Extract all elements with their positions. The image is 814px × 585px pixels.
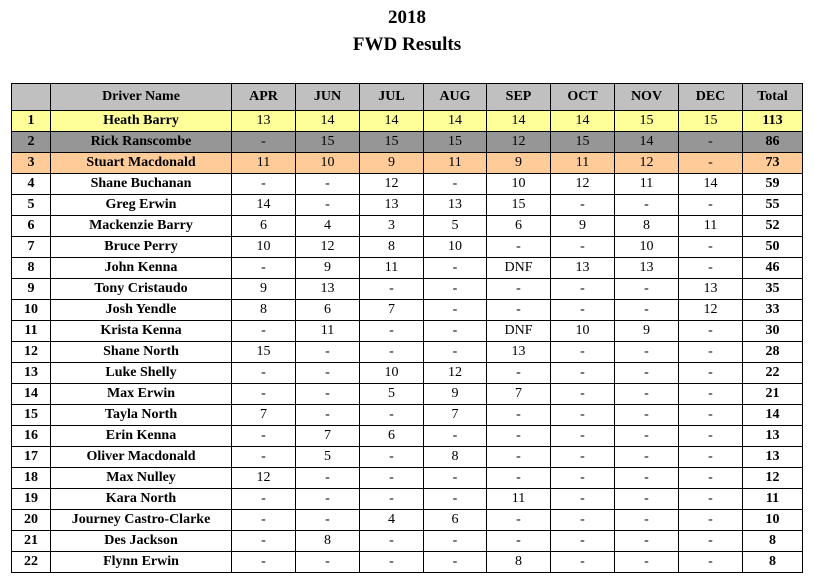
score-cell: 8 xyxy=(487,552,551,573)
score-cell: - xyxy=(232,132,296,153)
score-cell: - xyxy=(615,468,679,489)
score-cell: 5 xyxy=(360,384,424,405)
score-cell: - xyxy=(679,468,743,489)
total-cell: 28 xyxy=(743,342,803,363)
score-cell: 15 xyxy=(296,132,360,153)
table-row xyxy=(12,531,803,552)
score-cell: - xyxy=(232,258,296,279)
score-cell: - xyxy=(487,300,551,321)
score-cell: - xyxy=(232,447,296,468)
score-cell: - xyxy=(551,426,615,447)
table-row xyxy=(12,216,803,237)
score-cell: - xyxy=(679,405,743,426)
score-cell: - xyxy=(615,489,679,510)
score-cell: 6 xyxy=(360,426,424,447)
score-cell: 7 xyxy=(296,426,360,447)
score-cell: - xyxy=(296,342,360,363)
score-cell: 8 xyxy=(232,300,296,321)
score-cell: 15 xyxy=(679,111,743,132)
score-cell: 6 xyxy=(424,510,487,531)
month-header: AUG xyxy=(424,84,487,111)
report-year: 2018 xyxy=(388,7,426,28)
driver-name-cell: Heath Barry xyxy=(51,111,232,132)
table-row xyxy=(12,279,803,300)
score-cell: - xyxy=(615,447,679,468)
score-cell: - xyxy=(296,468,360,489)
driver-name-cell: Journey Castro-Clarke xyxy=(51,510,232,531)
score-cell: 13 xyxy=(679,279,743,300)
position-cell: 7 xyxy=(12,237,51,258)
month-header: NOV xyxy=(615,84,679,111)
position-cell: 14 xyxy=(12,384,51,405)
score-cell: 11 xyxy=(296,321,360,342)
score-cell: 13 xyxy=(424,195,487,216)
score-cell: - xyxy=(296,195,360,216)
table-row xyxy=(12,510,803,531)
position-cell: 2 xyxy=(12,132,51,153)
score-cell: 13 xyxy=(296,279,360,300)
score-cell: - xyxy=(679,237,743,258)
score-cell: - xyxy=(615,552,679,573)
score-cell: - xyxy=(679,510,743,531)
position-cell: 15 xyxy=(12,405,51,426)
score-cell: 12 xyxy=(615,153,679,174)
driver-name-cell: Tony Cristaudo xyxy=(51,279,232,300)
total-cell: 13 xyxy=(743,447,803,468)
score-cell: - xyxy=(679,552,743,573)
score-cell: 13 xyxy=(232,111,296,132)
score-cell: 12 xyxy=(424,363,487,384)
score-cell: 13 xyxy=(551,258,615,279)
score-cell: - xyxy=(296,363,360,384)
score-cell: 4 xyxy=(296,216,360,237)
score-cell: 10 xyxy=(360,363,424,384)
driver-name-cell: Oliver Macdonald xyxy=(51,447,232,468)
score-cell: - xyxy=(232,321,296,342)
score-cell: 9 xyxy=(424,384,487,405)
score-cell: - xyxy=(551,468,615,489)
total-cell: 113 xyxy=(743,111,803,132)
score-cell: - xyxy=(551,510,615,531)
score-cell: - xyxy=(551,447,615,468)
score-cell: - xyxy=(615,363,679,384)
score-cell: 15 xyxy=(487,195,551,216)
driver-name-cell: Max Nulley xyxy=(51,468,232,489)
score-cell: - xyxy=(679,321,743,342)
position-cell: 18 xyxy=(12,468,51,489)
score-cell: 11 xyxy=(424,153,487,174)
score-cell: - xyxy=(487,363,551,384)
score-cell: 10 xyxy=(615,237,679,258)
score-cell: - xyxy=(679,489,743,510)
score-cell: 14 xyxy=(679,174,743,195)
score-cell: 9 xyxy=(232,279,296,300)
score-cell: - xyxy=(615,300,679,321)
driver-name-cell: Luke Shelly xyxy=(51,363,232,384)
score-cell: - xyxy=(615,405,679,426)
score-cell: - xyxy=(679,447,743,468)
score-cell: 4 xyxy=(360,510,424,531)
score-cell: - xyxy=(487,447,551,468)
table-row xyxy=(12,132,803,153)
score-cell: - xyxy=(615,384,679,405)
score-cell: - xyxy=(487,531,551,552)
score-cell: 10 xyxy=(487,174,551,195)
table-row xyxy=(12,468,803,489)
score-cell: - xyxy=(487,279,551,300)
driver-name-cell: Kara North xyxy=(51,489,232,510)
score-cell: - xyxy=(424,279,487,300)
position-cell: 12 xyxy=(12,342,51,363)
score-cell: - xyxy=(360,489,424,510)
table-row xyxy=(12,195,803,216)
driver-name-cell: Greg Erwin xyxy=(51,195,232,216)
driver-name-cell: Bruce Perry xyxy=(51,237,232,258)
score-cell: - xyxy=(360,342,424,363)
score-cell: - xyxy=(679,426,743,447)
score-cell: - xyxy=(679,132,743,153)
position-cell: 21 xyxy=(12,531,51,552)
score-cell: 11 xyxy=(487,489,551,510)
score-cell: 15 xyxy=(615,111,679,132)
score-cell: 10 xyxy=(232,237,296,258)
score-cell: - xyxy=(296,552,360,573)
score-cell: 3 xyxy=(360,216,424,237)
score-cell: - xyxy=(360,405,424,426)
table-row xyxy=(12,300,803,321)
score-cell: 11 xyxy=(551,153,615,174)
position-cell: 19 xyxy=(12,489,51,510)
score-cell: - xyxy=(424,258,487,279)
score-cell: - xyxy=(487,237,551,258)
driver-name-cell: Rick Ranscombe xyxy=(51,132,232,153)
driver-name-cell: Des Jackson xyxy=(51,531,232,552)
driver-name-cell: Mackenzie Barry xyxy=(51,216,232,237)
table-row xyxy=(12,321,803,342)
total-cell: 86 xyxy=(743,132,803,153)
score-cell: 9 xyxy=(615,321,679,342)
score-cell: - xyxy=(296,174,360,195)
score-cell: 12 xyxy=(551,174,615,195)
position-cell: 9 xyxy=(12,279,51,300)
table-row xyxy=(12,111,803,132)
total-cell: 14 xyxy=(743,405,803,426)
score-cell: - xyxy=(551,384,615,405)
total-cell: 59 xyxy=(743,174,803,195)
score-cell: 8 xyxy=(296,531,360,552)
position-cell: 8 xyxy=(12,258,51,279)
score-cell: - xyxy=(551,237,615,258)
month-header: DEC xyxy=(679,84,743,111)
score-cell: 11 xyxy=(615,174,679,195)
month-header: APR xyxy=(232,84,296,111)
driver-name-cell: Tayla North xyxy=(51,405,232,426)
score-cell: - xyxy=(360,447,424,468)
score-cell: - xyxy=(551,342,615,363)
total-cell: 33 xyxy=(743,300,803,321)
month-header: OCT xyxy=(551,84,615,111)
score-cell: - xyxy=(679,384,743,405)
score-cell: - xyxy=(424,426,487,447)
driver-name-cell: Krista Kenna xyxy=(51,321,232,342)
score-cell: 15 xyxy=(232,342,296,363)
total-cell: 8 xyxy=(743,552,803,573)
score-cell: 15 xyxy=(424,132,487,153)
score-cell: - xyxy=(551,363,615,384)
score-cell: - xyxy=(360,531,424,552)
score-cell: - xyxy=(551,300,615,321)
score-cell: 7 xyxy=(487,384,551,405)
total-cell: 22 xyxy=(743,363,803,384)
score-cell: 6 xyxy=(296,300,360,321)
score-cell: 14 xyxy=(296,111,360,132)
score-cell: - xyxy=(679,195,743,216)
table-row xyxy=(12,552,803,573)
table-row xyxy=(12,237,803,258)
score-cell: 8 xyxy=(615,216,679,237)
score-cell: - xyxy=(424,489,487,510)
score-cell: 5 xyxy=(424,216,487,237)
total-cell: 21 xyxy=(743,384,803,405)
position-cell: 22 xyxy=(12,552,51,573)
report-title: FWD Results xyxy=(352,34,462,55)
score-cell: 15 xyxy=(360,132,424,153)
driver-name-cell: Flynn Erwin xyxy=(51,552,232,573)
position-cell: 1 xyxy=(12,111,51,132)
score-cell: - xyxy=(615,279,679,300)
driver-name-cell: Stuart Macdonald xyxy=(51,153,232,174)
score-cell: - xyxy=(551,531,615,552)
score-cell: - xyxy=(424,552,487,573)
score-cell: 12 xyxy=(487,132,551,153)
score-cell: 11 xyxy=(360,258,424,279)
month-header: SEP xyxy=(487,84,551,111)
score-cell: 12 xyxy=(296,237,360,258)
total-cell: 10 xyxy=(743,510,803,531)
score-cell: 9 xyxy=(296,258,360,279)
score-cell: - xyxy=(679,342,743,363)
score-cell: 11 xyxy=(232,153,296,174)
position-cell: 5 xyxy=(12,195,51,216)
score-cell: 14 xyxy=(487,111,551,132)
score-cell: 8 xyxy=(360,237,424,258)
total-cell: 50 xyxy=(743,237,803,258)
score-cell: - xyxy=(615,195,679,216)
driver-name-cell: John Kenna xyxy=(51,258,232,279)
score-cell: - xyxy=(615,531,679,552)
position-cell: 10 xyxy=(12,300,51,321)
total-cell: 55 xyxy=(743,195,803,216)
score-cell: - xyxy=(232,552,296,573)
total-cell: 52 xyxy=(743,216,803,237)
score-cell: 7 xyxy=(424,405,487,426)
score-cell: - xyxy=(487,468,551,489)
score-cell: - xyxy=(232,384,296,405)
score-cell: - xyxy=(232,174,296,195)
score-cell: - xyxy=(424,174,487,195)
total-cell: 11 xyxy=(743,489,803,510)
score-cell: - xyxy=(232,531,296,552)
month-header: JUL xyxy=(360,84,424,111)
score-cell: - xyxy=(615,426,679,447)
score-cell: - xyxy=(551,195,615,216)
table-row xyxy=(12,174,803,195)
total-cell: 12 xyxy=(743,468,803,489)
total-cell: 8 xyxy=(743,531,803,552)
score-cell: 9 xyxy=(551,216,615,237)
driver-name-cell: Shane Buchanan xyxy=(51,174,232,195)
score-cell: 7 xyxy=(360,300,424,321)
position-cell: 13 xyxy=(12,363,51,384)
score-cell: 10 xyxy=(296,153,360,174)
table-row xyxy=(12,426,803,447)
score-cell: - xyxy=(232,489,296,510)
score-cell: - xyxy=(232,363,296,384)
score-cell: - xyxy=(679,363,743,384)
table-row xyxy=(12,258,803,279)
score-cell: - xyxy=(296,510,360,531)
score-cell: - xyxy=(296,384,360,405)
score-cell: - xyxy=(296,405,360,426)
driver-name-header: Driver Name xyxy=(51,84,232,111)
score-cell: - xyxy=(424,321,487,342)
total-cell: 73 xyxy=(743,153,803,174)
score-cell: - xyxy=(424,300,487,321)
score-cell: 12 xyxy=(232,468,296,489)
score-cell: - xyxy=(487,426,551,447)
results-table xyxy=(11,83,803,573)
position-cell: 11 xyxy=(12,321,51,342)
score-cell: 14 xyxy=(615,132,679,153)
score-cell: - xyxy=(615,342,679,363)
position-cell: 17 xyxy=(12,447,51,468)
score-cell: - xyxy=(551,405,615,426)
total-header: Total xyxy=(743,84,803,111)
score-cell: - xyxy=(424,531,487,552)
position-cell: 6 xyxy=(12,216,51,237)
month-header: JUN xyxy=(296,84,360,111)
total-cell: 13 xyxy=(743,426,803,447)
table-row xyxy=(12,363,803,384)
score-cell: - xyxy=(551,552,615,573)
driver-name-cell: Shane North xyxy=(51,342,232,363)
score-cell: - xyxy=(487,405,551,426)
score-cell: - xyxy=(360,468,424,489)
position-header xyxy=(12,84,51,111)
score-cell: 7 xyxy=(232,405,296,426)
score-cell: - xyxy=(424,468,487,489)
score-cell: 14 xyxy=(360,111,424,132)
score-cell: 12 xyxy=(360,174,424,195)
score-cell: 9 xyxy=(360,153,424,174)
total-cell: 30 xyxy=(743,321,803,342)
driver-name-cell: Josh Yendle xyxy=(51,300,232,321)
score-cell: - xyxy=(551,489,615,510)
driver-name-cell: Max Erwin xyxy=(51,384,232,405)
score-cell: 11 xyxy=(679,216,743,237)
total-cell: 35 xyxy=(743,279,803,300)
score-cell: 13 xyxy=(615,258,679,279)
position-cell: 20 xyxy=(12,510,51,531)
score-cell: 5 xyxy=(296,447,360,468)
table-row xyxy=(12,384,803,405)
score-cell: - xyxy=(551,279,615,300)
score-cell: - xyxy=(679,258,743,279)
score-cell: - xyxy=(487,510,551,531)
score-cell: 14 xyxy=(551,111,615,132)
score-cell: 6 xyxy=(232,216,296,237)
header-row xyxy=(12,84,803,111)
score-cell: 10 xyxy=(551,321,615,342)
score-cell: - xyxy=(360,552,424,573)
score-cell: - xyxy=(424,342,487,363)
score-cell: DNF xyxy=(487,258,551,279)
table-row xyxy=(12,342,803,363)
score-cell: - xyxy=(615,510,679,531)
score-cell: 13 xyxy=(487,342,551,363)
score-cell: 14 xyxy=(424,111,487,132)
score-cell: - xyxy=(232,426,296,447)
table-row xyxy=(12,489,803,510)
score-cell: - xyxy=(296,489,360,510)
score-cell: - xyxy=(232,510,296,531)
score-cell: 15 xyxy=(551,132,615,153)
score-cell: - xyxy=(679,153,743,174)
score-cell: - xyxy=(360,321,424,342)
score-cell: - xyxy=(679,531,743,552)
table-row xyxy=(12,447,803,468)
table-row xyxy=(12,405,803,426)
score-cell: 12 xyxy=(679,300,743,321)
total-cell: 46 xyxy=(743,258,803,279)
table-row xyxy=(12,153,803,174)
score-cell: - xyxy=(360,279,424,300)
position-cell: 16 xyxy=(12,426,51,447)
position-cell: 4 xyxy=(12,174,51,195)
score-cell: 14 xyxy=(232,195,296,216)
score-cell: DNF xyxy=(487,321,551,342)
results-body xyxy=(12,111,803,573)
position-cell: 3 xyxy=(12,153,51,174)
score-cell: 8 xyxy=(424,447,487,468)
score-cell: 9 xyxy=(487,153,551,174)
score-cell: 6 xyxy=(487,216,551,237)
driver-name-cell: Erin Kenna xyxy=(51,426,232,447)
score-cell: 13 xyxy=(360,195,424,216)
score-cell: 10 xyxy=(424,237,487,258)
